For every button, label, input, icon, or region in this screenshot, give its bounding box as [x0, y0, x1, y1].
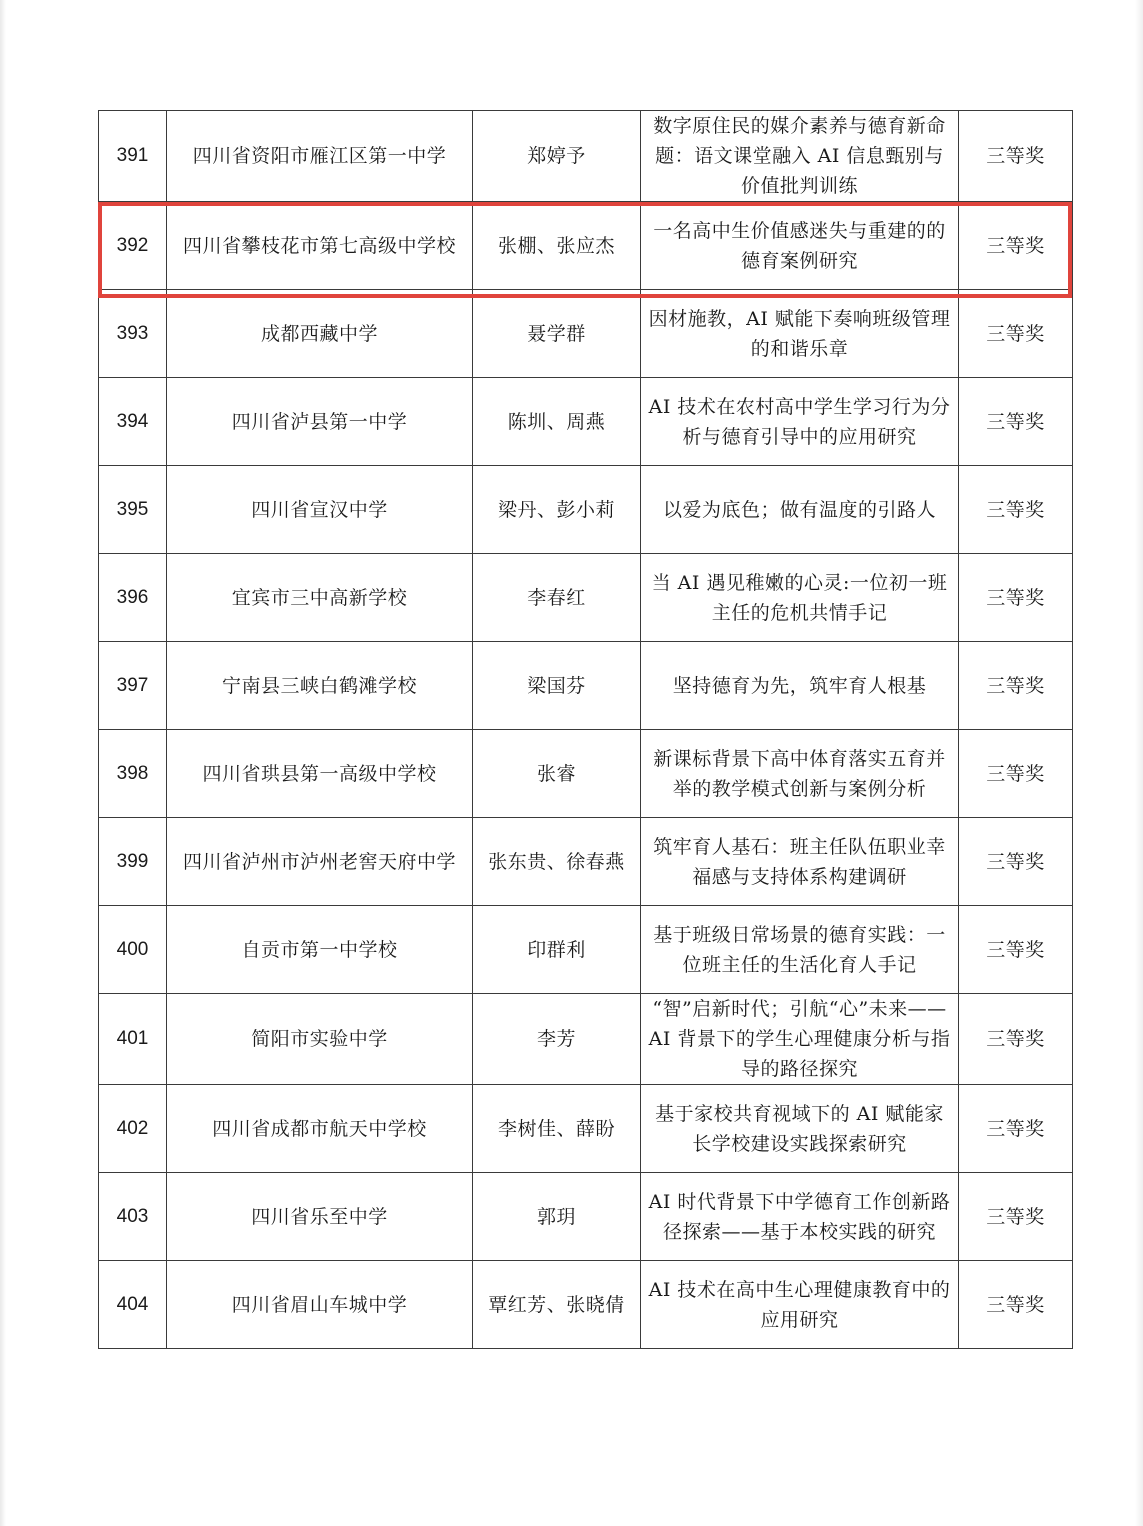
school-cell: 成都西藏中学: [167, 290, 473, 378]
table-row: [99, 730, 1073, 818]
award-level-cell: 三等奖: [959, 994, 1073, 1085]
table-row: [99, 466, 1073, 554]
award-level-cell: 三等奖: [959, 818, 1073, 906]
row-number: 396: [99, 554, 167, 642]
award-level-cell: 三等奖: [959, 1085, 1073, 1173]
row-number: 394: [99, 378, 167, 466]
school-cell: 宜宾市三中高新学校: [167, 554, 473, 642]
author-cell: 郭玥: [473, 1173, 641, 1261]
row-number: 399: [99, 818, 167, 906]
paper-title-cell: AI 技术在农村高中学生学习行为分析与德育引导中的应用研究: [641, 378, 959, 466]
school-cell: 简阳市实验中学: [167, 994, 473, 1085]
row-number: 400: [99, 906, 167, 994]
author-cell: 李春红: [473, 554, 641, 642]
table-row: [99, 378, 1073, 466]
row-number: 398: [99, 730, 167, 818]
paper-title-cell: 基于家校共育视域下的 AI 赋能家长学校建设实践探索研究: [641, 1085, 959, 1173]
table-row: [99, 818, 1073, 906]
paper-title-cell: 当 AI 遇见稚嫩的心灵:一位初一班主任的危机共情手记: [641, 554, 959, 642]
school-cell: 四川省攀枝花市第七高级中学校: [167, 202, 473, 290]
paper-title-cell: 因材施教，AI 赋能下奏响班级管理的和谐乐章: [641, 290, 959, 378]
award-list-table: [98, 110, 1073, 1349]
row-number: 402: [99, 1085, 167, 1173]
row-number: 392: [99, 202, 167, 290]
table-row: [99, 1261, 1073, 1349]
author-cell: 郑婷予: [473, 111, 641, 202]
table-row: [99, 554, 1073, 642]
school-cell: 四川省成都市航天中学校: [167, 1085, 473, 1173]
author-cell: 张棚、张应杰: [473, 202, 641, 290]
award-level-cell: 三等奖: [959, 202, 1073, 290]
award-level-cell: 三等奖: [959, 1173, 1073, 1261]
table-row: [99, 111, 1073, 202]
author-cell: 张东贵、徐春燕: [473, 818, 641, 906]
table-row: [99, 290, 1073, 378]
school-cell: 四川省眉山车城中学: [167, 1261, 473, 1349]
row-number: 404: [99, 1261, 167, 1349]
table-row: [99, 1173, 1073, 1261]
school-cell: 宁南县三峡白鹤滩学校: [167, 642, 473, 730]
author-cell: 陈圳、周燕: [473, 378, 641, 466]
paper-title-cell: 坚持德育为先，筑牢育人根基: [641, 642, 959, 730]
table-row: [99, 642, 1073, 730]
award-level-cell: 三等奖: [959, 554, 1073, 642]
page-shadow-left: [0, 0, 6, 1526]
school-cell: 四川省资阳市雁江区第一中学: [167, 111, 473, 202]
award-level-cell: 三等奖: [959, 906, 1073, 994]
author-cell: 李树佳、薛盼: [473, 1085, 641, 1173]
table-row: [99, 202, 1073, 290]
school-cell: 四川省宣汉中学: [167, 466, 473, 554]
row-number: 391: [99, 111, 167, 202]
school-cell: 四川省珙县第一高级中学校: [167, 730, 473, 818]
school-cell: 四川省乐至中学: [167, 1173, 473, 1261]
table-row: [99, 906, 1073, 994]
table-row: [99, 994, 1073, 1085]
author-cell: 聂学群: [473, 290, 641, 378]
award-level-cell: 三等奖: [959, 378, 1073, 466]
award-level-cell: 三等奖: [959, 111, 1073, 202]
row-number: 401: [99, 994, 167, 1085]
award-level-cell: 三等奖: [959, 290, 1073, 378]
row-number: 397: [99, 642, 167, 730]
paper-title-cell: 新课标背景下高中体育落实五育并举的教学模式创新与案例分析: [641, 730, 959, 818]
school-cell: 自贡市第一中学校: [167, 906, 473, 994]
paper-title-cell: AI 时代背景下中学德育工作创新路径探索——基于本校实践的研究: [641, 1173, 959, 1261]
paper-title-cell: “智”启新时代；引航“心”未来——AI 背景下的学生心理健康分析与指导的路径探究: [641, 994, 959, 1085]
row-number: 403: [99, 1173, 167, 1261]
paper-title-cell: AI 技术在高中生心理健康教育中的应用研究: [641, 1261, 959, 1349]
school-cell: 四川省泸县第一中学: [167, 378, 473, 466]
author-cell: 梁国芬: [473, 642, 641, 730]
paper-title-cell: 数字原住民的媒介素养与德育新命题：语文课堂融入 AI 信息甄别与价值批判训练: [641, 111, 959, 202]
author-cell: 印群利: [473, 906, 641, 994]
author-cell: 覃红芳、张晓倩: [473, 1261, 641, 1349]
award-level-cell: 三等奖: [959, 1261, 1073, 1349]
paper-title-cell: 基于班级日常场景的德育实践：一位班主任的生活化育人手记: [641, 906, 959, 994]
table-row: [99, 1085, 1073, 1173]
author-cell: 梁丹、彭小莉: [473, 466, 641, 554]
award-level-cell: 三等奖: [959, 466, 1073, 554]
school-cell: 四川省泸州市泸州老窖天府中学: [167, 818, 473, 906]
author-cell: 李芳: [473, 994, 641, 1085]
paper-title-cell: 筑牢育人基石：班主任队伍职业幸福感与支持体系构建调研: [641, 818, 959, 906]
award-level-cell: 三等奖: [959, 730, 1073, 818]
award-level-cell: 三等奖: [959, 642, 1073, 730]
page-shadow-right: [1135, 0, 1143, 1526]
row-number: 395: [99, 466, 167, 554]
author-cell: 张睿: [473, 730, 641, 818]
row-number: 393: [99, 290, 167, 378]
paper-title-cell: 以爱为底色；做有温度的引路人: [641, 466, 959, 554]
paper-title-cell: 一名高中生价值感迷失与重建的的德育案例研究: [641, 202, 959, 290]
